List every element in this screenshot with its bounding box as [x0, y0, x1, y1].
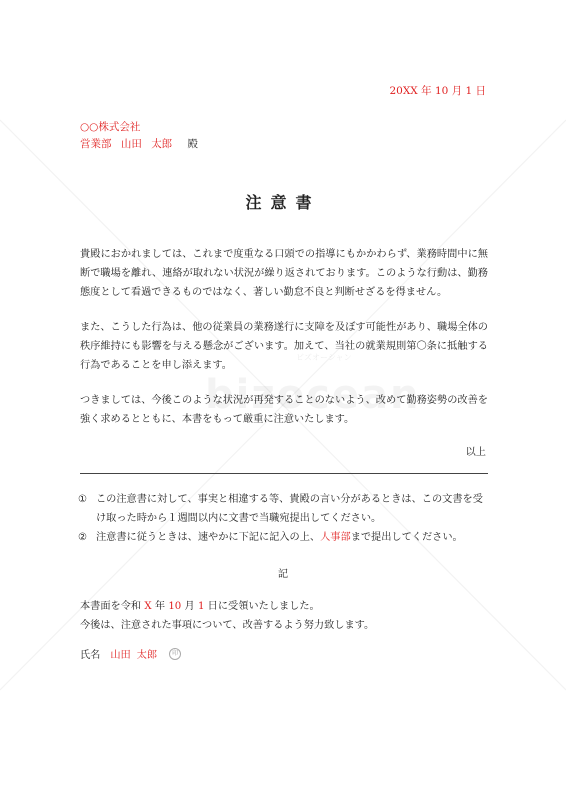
note-text: この注意書に対して、事実と相違する等、貴殿の言い分があるときは、この文書を受け取った時から１週間以内に文書で当職宛提出してください。	[96, 494, 483, 524]
body-paragraph-2: また、こうした行為は、他の従業員の業務遂行に支障を及ぼす可能性があり、職場全体の秩序維持にも影響を与える懸念がございます。加えて、当社の就業規則第〇条に抵触する行為であることを申し添えます。	[80, 322, 488, 371]
note-text-after: まで提出してください。	[350, 532, 463, 543]
receipt-line-1	[80, 597, 374, 616]
note-number: ②	[78, 532, 88, 543]
signature-surname: 山田	[110, 650, 131, 661]
ki-heading: 記	[277, 569, 289, 580]
receipt-text: 日に受領いたしました。	[204, 601, 320, 612]
watermark-kana: ビズオーシャン	[296, 353, 352, 362]
document-date: 20XX 年 10 月 1 日	[389, 85, 486, 97]
closing-ijou: 以上	[465, 447, 486, 458]
receipt-text: 年	[151, 601, 169, 612]
separator-line	[80, 473, 488, 474]
notes-list	[78, 490, 490, 547]
note-number: ①	[78, 494, 88, 505]
addressee-given-name: 太郎	[151, 138, 173, 150]
addressee-department: 営業部	[80, 138, 112, 150]
note-text-before: 注意書に従うときは、速やかに下記に記入の上、	[96, 532, 321, 543]
note-item-1	[78, 490, 490, 528]
signature-label: 氏名	[80, 650, 101, 661]
seal-icon: 印	[169, 648, 181, 660]
note-highlight-hr-dept: 人事部	[320, 532, 351, 543]
note-item-2	[78, 528, 490, 547]
signature-given-name: 太郎	[136, 650, 158, 661]
receipt-line-2: 今後は、注意された事項について、改善するよう努力致します。	[80, 620, 375, 631]
body-paragraph-3: つきましては、今後このような状況が再発することのないよう、改めて勤務姿勢の改善を強く求めるとともに、本書をもって厳重に注意いたします。	[80, 395, 488, 425]
addressee	[80, 136, 204, 151]
receipt-month: 10	[168, 601, 182, 612]
receipt-statement	[80, 597, 374, 635]
addressee-honorific: 殿	[187, 138, 199, 150]
note-text	[96, 528, 490, 547]
receipt-text: 本書面を令和	[80, 601, 145, 612]
receipt-era-year: X	[144, 601, 152, 612]
addressee-surname: 山田	[120, 138, 142, 150]
receipt-text: 月	[181, 601, 198, 612]
receipt-day: 1	[197, 601, 205, 612]
body-paragraph-1: 貴殿におかれましては、これまで度重なる口頭での指導にもかかわらず、業務時間中に無断で職場を離れ、連絡が取れない状況が繰り返されております。このような行動は、勤務態度として看過できるものではなく、著しい勤怠不良と判断せざるを得ません。	[80, 249, 488, 298]
company-name: ○○株式会社	[80, 121, 141, 133]
document-title: 注意書	[245, 193, 321, 212]
signature-line	[80, 646, 181, 661]
signature-name	[110, 646, 163, 661]
